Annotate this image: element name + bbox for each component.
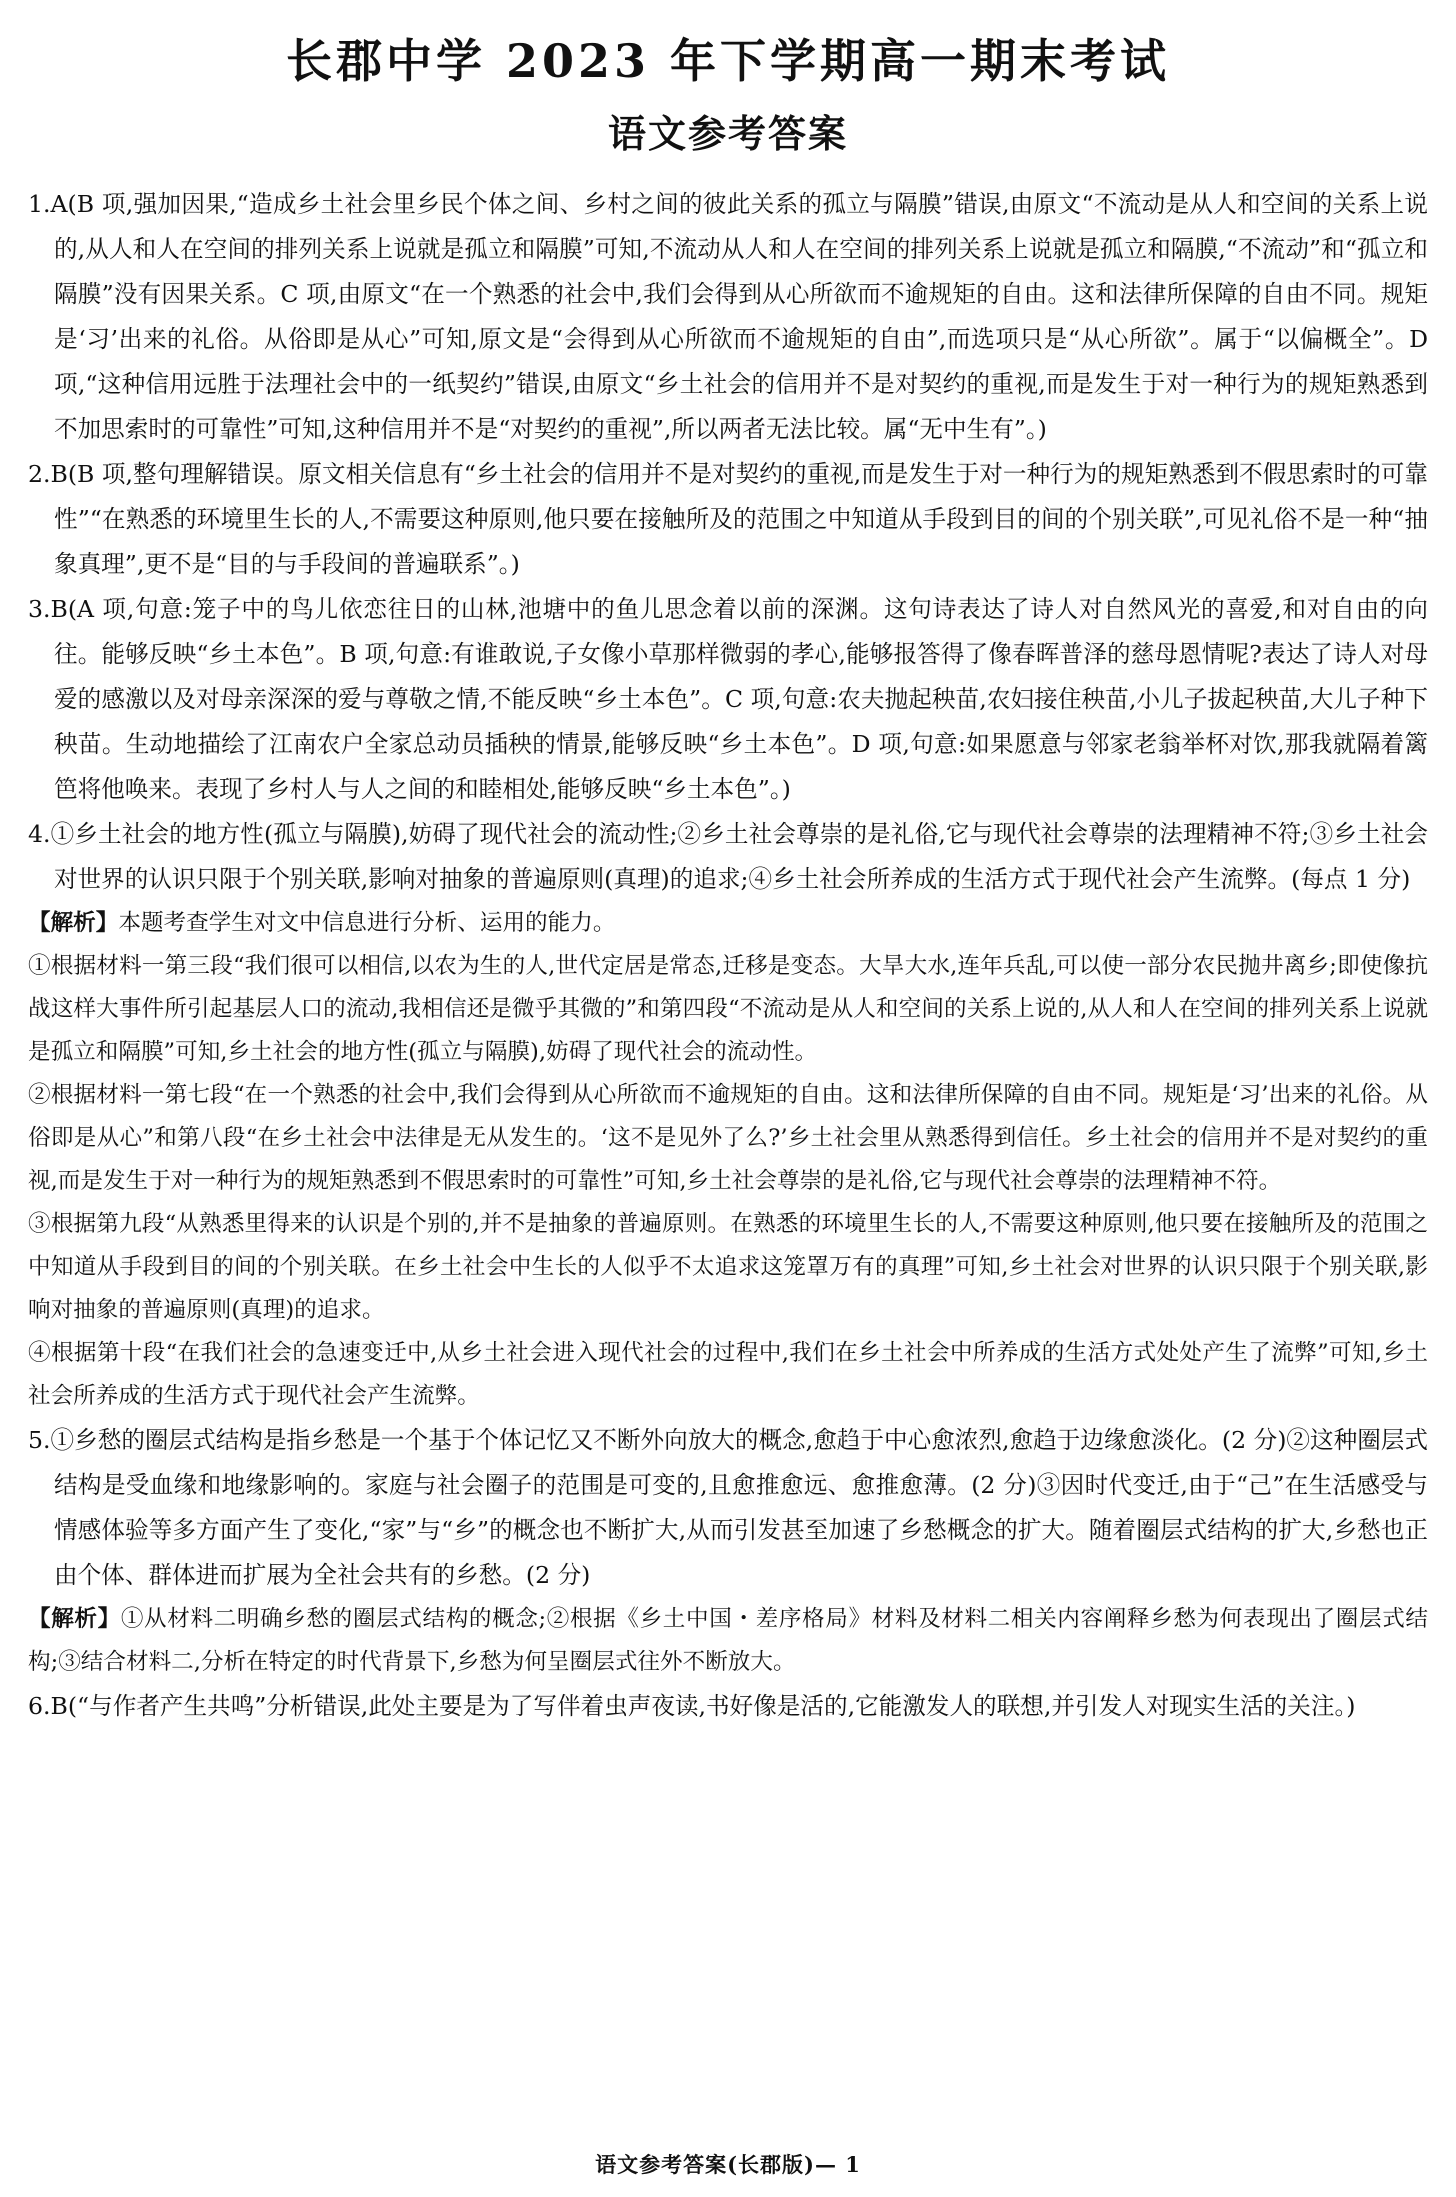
answer-text: B(A 项,句意:笼子中的鸟儿依恋往日的山林,池塘中的鱼儿思念着以前的深渊。这句诗表达了诗人对自然风光的喜爱,和对自由的向往。能够反映“乡土本色”。B 项,句意:有谁敢说,子女像小草那样微弱的孝心,能够报答得了像春晖普泽的慈母恩情呢?表达了诗人对母爱的感激以及对母亲深深的爱与尊敬之情,不能反映“乡土本色”。C 项,句意:农夫抛起秧苗,农妇接住秧苗,小儿子拔起秧苗,大儿子种下秧苗。生动地描绘了江南农户全家总动员插秧的情景,能够反映“乡土本色”。D 项,句意:如果愿意与邻家老翁举杯对饮,那我就隔着篱笆将他唤来。表现了乡村人与人之间的和睦相处,能够反映“乡土本色”。) [50, 595, 1428, 803]
answer-number: 4. [28, 820, 51, 848]
answer-number: 6. [28, 1692, 51, 1720]
analysis-point-4: ④根据第十段“在我们社会的急速变迁中,从乡土社会进入现代社会的过程中,我们在乡土社会中所养成的生活方式处处产生了流弊”可知,乡土社会所养成的生活方式于现代社会产生流弊。 [28, 1340, 1428, 1409]
answer-item-6 [28, 1684, 1428, 1729]
answer-item-5 [28, 1418, 1428, 1598]
analysis-tag: 【解析】 [28, 910, 119, 936]
analysis-point-2: ②根据材料一第七段“在一个熟悉的社会中,我们会得到从心所欲而不逾规矩的自由。这和法律所保障的自由不同。规矩是‘习’出来的礼俗。从俗即是从心”和第八段“在乡土社会中法律是无从发生的。‘这不是见外了么?’乡土社会里从熟悉得到信任。乡土社会的信用并不是对契约的重视,而是发生于对一种行为的规矩熟悉到不假思索时的可靠性”可知,乡土社会尊崇的是礼俗,它与现代社会尊崇的法理精神不符。 [28, 1082, 1428, 1194]
answer-number: 3. [28, 595, 51, 623]
analysis-tag: 【解析】 [28, 1606, 121, 1632]
answer-item-3 [28, 587, 1428, 812]
page-subtitle: 语文参考答案 [607, 111, 848, 156]
answer-text: B(“与作者产生共鸣”分析错误,此处主要是为了写伴着虫声夜读,书好像是活的,它能激发人的联想,并引发人对现实生活的关注。) [50, 1692, 1356, 1720]
answer-text: B(B 项,整句理解错误。原文相关信息有“乡土社会的信用并不是对契约的重视,而是发生于对一种行为的规矩熟悉到不假思索时的可靠性”“在熟悉的环境里生长的人,不需要这种原则,他只要在接触所及的范围之中知道从手段到目的间的个别关联”,可见礼俗不是一种“抽象真理”,更不是“目的与手段间的普遍联系”。) [50, 460, 1428, 578]
page-footer: 语文参考答案(长郡版)— 1 [595, 2152, 861, 2177]
analysis-point-3: ③根据第九段“从熟悉里得来的认识是个别的,并不是抽象的普遍原则。在熟悉的环境里生长的人,不需要这种原则,他只要在接触所及的范围之中知道从手段到目的间的个别关联。在乡土社会中生长的人似乎不太追求这笼罩万有的真理”可知,乡土社会对世界的认识只限于个别关联,影响对抽象的普遍原则(真理)的追求。 [28, 1211, 1428, 1323]
answer-text: A(B 项,强加因果,“造成乡土社会里乡民个体之间、乡村之间的彼此关系的孤立与隔膜”错误,由原文“不流动是从人和空间的关系上说的,从人和人在空间的排列关系上说就是孤立和隔膜”可知,不流动从人和人在空间的排列关系上说就是孤立和隔膜,“不流动”和“孤立和隔膜”没有因果关系。C 项,由原文“在一个熟悉的社会中,我们会得到从心所欲而不逾规矩的自由。这和法律所保障的自由不同。规矩是‘习’出来的礼俗。从俗即是从心”可知,原文是“会得到从心所欲而不逾规矩的自由”,而选项只是“从心所欲”。属于“以偏概全”。D 项,“这种信用远胜于法理社会中的一纸契约”错误,由原文“乡土社会的信用并不是对契约的重视,而是发生于对一种行为的规矩熟悉到不加思索时的可靠性”可知,这种信用并不是“对契约的重视”,所以两者无法比较。属“无中生有”。) [50, 190, 1428, 443]
answer-number: 5. [28, 1426, 51, 1454]
answer-item-1 [28, 182, 1428, 452]
analysis-text: ①从材料二明确乡愁的圈层式结构的概念;②根据《乡土中国・差序格局》材料及材料二相关内容阐释乡愁为何表现出了圈层式结构;③结合材料二,分析在特定的时代背景下,乡愁为何呈圈层式往外不断放大。 [28, 1606, 1428, 1675]
answer-number: 2. [28, 460, 51, 488]
analysis-intro: 本题考查学生对文中信息进行分析、运用的能力。 [118, 910, 616, 936]
analysis-4 [28, 902, 1428, 945]
page-title: 长郡中学 2023 年下学期高一期末考试 [285, 34, 1171, 88]
analysis-5 [28, 1598, 1428, 1684]
answer-item-4 [28, 812, 1428, 902]
analysis-point-1: ①根据材料一第三段“我们很可以相信,以农为生的人,世代定居是常态,迁移是变态。大旱大水,连年兵乱,可以使一部分农民抛井离乡;即使像抗战这样大事件所引起基层人口的流动,我相信还是微乎其微的”和第四段“不流动是从人和空间的关系上说的,从人和人在空间的排列关系上说就是孤立和隔膜”可知,乡土社会的地方性(孤立与隔膜),妨碍了现代社会的流动性。 [28, 953, 1428, 1065]
answer-text: ①乡愁的圈层式结构是指乡愁是一个基于个体记忆又不断外向放大的概念,愈趋于中心愈浓烈,愈趋于边缘愈淡化。(2 分)②这种圈层式结构是受血缘和地缘影响的。家庭与社会圈子的范围是可变的,且愈推愈远、愈推愈薄。(2 分)③因时代变迁,由于“己”在生活感受与情感体验等多方面产生了变化,“家”与“乡”的概念也不断扩大,从而引发甚至加速了乡愁概念的扩大。随着圈层式结构的扩大,乡愁也正由个体、群体进而扩展为全社会共有的乡愁。(2 分) [50, 1426, 1428, 1589]
answer-item-2 [28, 452, 1428, 587]
answer-number: 1. [28, 190, 51, 218]
answer-text: ①乡土社会的地方性(孤立与隔膜),妨碍了现代社会的流动性;②乡土社会尊崇的是礼俗,它与现代社会尊崇的法理精神不符;③乡土社会对世界的认识只限于个别关联,影响对抽象的普遍原则(真理)的追求;④乡土社会所养成的生活方式于现代社会产生流弊。(每点 1 分) [50, 820, 1428, 893]
